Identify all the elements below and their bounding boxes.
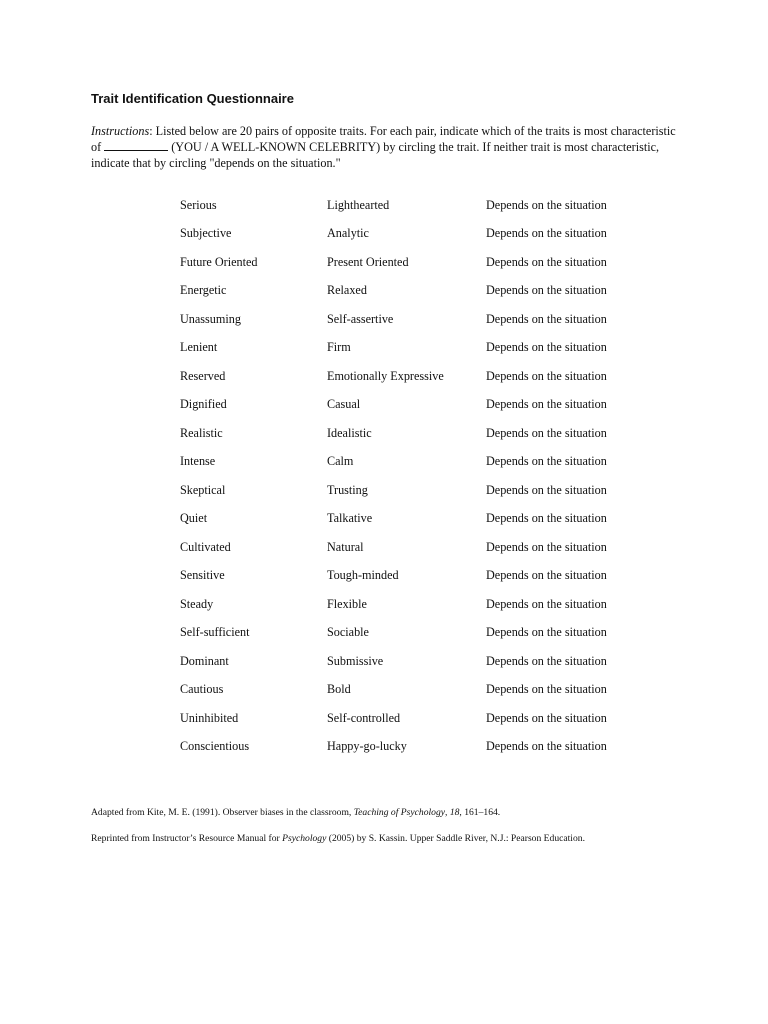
trait-left[interactable]: Sensitive [180,568,225,583]
trait-row [180,334,650,363]
trait-right[interactable]: Self-assertive [327,311,394,326]
trait-right[interactable]: Firm [327,340,351,355]
depends-option[interactable]: Depends on the situation [486,482,607,497]
trait-left[interactable]: Dignified [180,397,227,412]
depends-option[interactable]: Depends on the situation [486,368,607,383]
reprinted-reference [91,833,585,844]
trait-right[interactable]: Emotionally Expressive [327,368,444,383]
trait-left[interactable]: Conscientious [180,739,250,754]
adapted-reference-volume: 18 [449,807,460,818]
trait-row [180,676,650,705]
depends-option[interactable]: Depends on the situation [486,283,607,298]
trait-right[interactable]: Sociable [327,625,369,640]
trait-left[interactable]: Cultivated [180,539,231,554]
trait-row [180,533,650,562]
depends-option[interactable]: Depends on the situation [486,511,607,526]
trait-left[interactable]: Self-sufficient [180,625,250,640]
trait-left[interactable]: Energetic [180,283,227,298]
trait-row [180,476,650,505]
depends-option[interactable]: Depends on the situation [486,397,607,412]
depends-option[interactable]: Depends on the situation [486,653,607,668]
adapted-reference-journal: Teaching of Psychology [353,807,446,818]
depends-option[interactable]: Depends on the situation [486,682,607,697]
trait-row [180,277,650,306]
trait-left[interactable]: Future Oriented [180,254,258,269]
trait-right[interactable]: Tough-minded [327,568,399,583]
fill-in-blank [104,140,168,151]
trait-right[interactable]: Casual [327,397,361,412]
trait-right[interactable]: Idealistic [327,425,372,440]
trait-right[interactable]: Self-controlled [327,710,401,725]
trait-left[interactable]: Subjective [180,226,232,241]
depends-option[interactable]: Depends on the situation [486,311,607,326]
instructions-text-end: (YOU / A WELL-KNOWN CELEBRITY) by circling the trait. If neither trait is most characteristic, indicate that by circling "depends on the situation." [91,140,660,170]
trait-right[interactable]: Analytic [327,226,369,241]
trait-row [180,191,650,220]
adapted-reference-separator: , [445,807,450,818]
depends-option[interactable]: Depends on the situation [486,739,607,754]
trait-left[interactable]: Quiet [180,511,208,526]
trait-left[interactable]: Realistic [180,425,223,440]
adapted-reference-text: Adapted from Kite, M. E. (1991). Observer biases in the classroom, [91,807,354,818]
instructions-paragraph [91,123,681,171]
trait-right[interactable]: Natural [327,539,364,554]
trait-row [180,419,650,448]
trait-row [180,505,650,534]
trait-right[interactable]: Submissive [327,653,384,668]
reprinted-reference-text: Reprinted from Instructor’s Resource Manual for [91,833,283,844]
trait-row [180,220,650,249]
trait-right[interactable]: Trusting [327,482,368,497]
depends-option[interactable]: Depends on the situation [486,425,607,440]
trait-left[interactable]: Cautious [180,682,224,697]
trait-row [180,305,650,334]
trait-left[interactable]: Lenient [180,340,218,355]
trait-row [180,362,650,391]
trait-right[interactable]: Relaxed [327,283,367,298]
trait-left[interactable]: Intense [180,454,216,469]
depends-option[interactable]: Depends on the situation [486,226,607,241]
trait-left[interactable]: Unassuming [180,311,241,326]
trait-left[interactable]: Dominant [180,653,229,668]
reprinted-reference-publisher: (2005) by S. Kassin. Upper Saddle River, N.J.: Pearson Education. [326,833,585,844]
trait-row [180,647,650,676]
trait-row [180,704,650,733]
trait-right[interactable]: Happy-go-lucky [327,739,407,754]
document-title: Trait Identification Questionnaire [91,91,294,106]
trait-right[interactable]: Lighthearted [327,197,390,212]
instructions-label: Instructions [91,124,150,138]
trait-left[interactable]: Steady [180,596,214,611]
depends-option[interactable]: Depends on the situation [486,197,607,212]
depends-option[interactable]: Depends on the situation [486,254,607,269]
adapted-reference-pages: , 161–164. [459,807,501,818]
trait-row [180,391,650,420]
trait-row [180,590,650,619]
depends-option[interactable]: Depends on the situation [486,340,607,355]
trait-left[interactable]: Reserved [180,368,226,383]
depends-option[interactable]: Depends on the situation [486,596,607,611]
trait-right[interactable]: Calm [327,454,354,469]
depends-option[interactable]: Depends on the situation [486,625,607,640]
trait-row [180,248,650,277]
trait-row [180,448,650,477]
trait-row [180,619,650,648]
trait-pairs-table [180,191,650,761]
depends-option[interactable]: Depends on the situation [486,710,607,725]
trait-right[interactable]: Flexible [327,596,367,611]
instructions-text-start: : Listed below are 20 pairs of opposite traits. For each pair, indicate which of the traits is most characteristic of [91,124,676,154]
depends-option[interactable]: Depends on the situation [486,539,607,554]
trait-right[interactable]: Talkative [327,511,373,526]
adapted-reference [91,807,500,818]
trait-row [180,562,650,591]
trait-right[interactable]: Present Oriented [327,254,409,269]
trait-row [180,733,650,762]
trait-left[interactable]: Serious [180,197,217,212]
trait-left[interactable]: Uninhibited [180,710,239,725]
trait-left[interactable]: Skeptical [180,482,226,497]
depends-option[interactable]: Depends on the situation [486,454,607,469]
reprinted-reference-title: Psychology [282,833,327,844]
trait-right[interactable]: Bold [327,682,351,697]
depends-option[interactable]: Depends on the situation [486,568,607,583]
